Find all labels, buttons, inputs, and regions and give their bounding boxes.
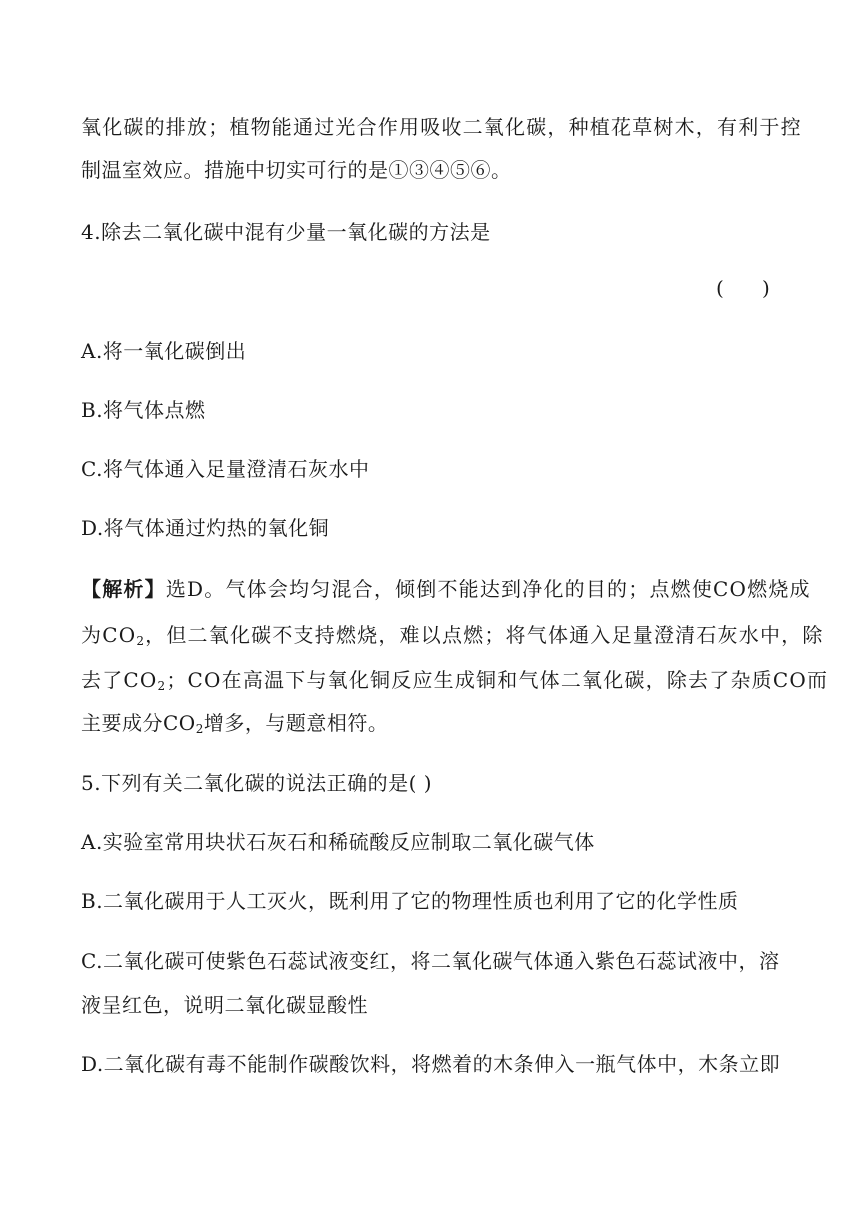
subscript: 2: [136, 634, 146, 648]
subscript: 2: [195, 722, 204, 736]
option-b: B.将气体点燃: [81, 398, 206, 422]
analysis-text: 为CO: [81, 623, 137, 647]
analysis-line: [81, 575, 811, 603]
analysis-text: 主要成分CO: [81, 711, 196, 735]
analysis-line: [81, 709, 781, 737]
analysis-text: ；CO在高温下与氧化铜反应生成铜和气体二氧化碳，除去了杂质CO而: [166, 668, 829, 692]
subscript: 2: [157, 679, 167, 693]
option-c: C.二氧化碳可使紫色石蕊试液变红，将二氧化碳气体通入紫色石蕊试液中，溶: [81, 949, 780, 973]
option-a: A.将一氧化碳倒出: [81, 339, 247, 363]
analysis-text: 去了CO: [81, 668, 158, 692]
option-d: D.二氧化碳有毒不能制作碳酸饮料，将燃着的木条伸入一瓶气体中，木条立即: [81, 1052, 781, 1076]
option-d: D.将气体通过灼热的氧化铜: [81, 516, 330, 540]
analysis-label: 【解析】: [81, 577, 166, 601]
paragraph-line: 氧化碳的排放；植物能通过光合作用吸收二氧化碳，种植花草树木，有利于控: [81, 115, 802, 139]
analysis-text: 选D。气体会均匀混合，倾倒不能达到净化的目的；点燃使CO燃烧成: [165, 577, 811, 601]
answer-bracket: ( ): [716, 276, 770, 300]
analysis-text: 增多，与题意相符。: [203, 711, 389, 735]
option-b: B.二氧化碳用于人工灭火，既利用了它的物理性质也利用了它的化学性质: [81, 889, 739, 913]
analysis-line: [81, 666, 829, 694]
option-a: A.实验室常用块状石灰石和稀硫酸反应制取二氧化碳气体: [81, 830, 595, 854]
paragraph-line: 制温室效应。措施中切实可行的是①③④⑤⑥。: [81, 158, 512, 182]
analysis-text: ，但二氧化碳不支持燃烧，难以点燃；将气体通入足量澄清石灰水中，除: [145, 623, 824, 647]
option-c: C.将气体通入足量澄清石灰水中: [81, 457, 370, 481]
analysis-line: [81, 621, 824, 649]
question-5-stem: 5.下列有关二氧化碳的说法正确的是( ): [81, 771, 433, 795]
option-c-continued: 液呈红色，说明二氧化碳显酸性: [81, 993, 368, 1017]
question-4-stem: 4.除去二氧化碳中混有少量一氧化碳的方法是: [81, 220, 491, 244]
